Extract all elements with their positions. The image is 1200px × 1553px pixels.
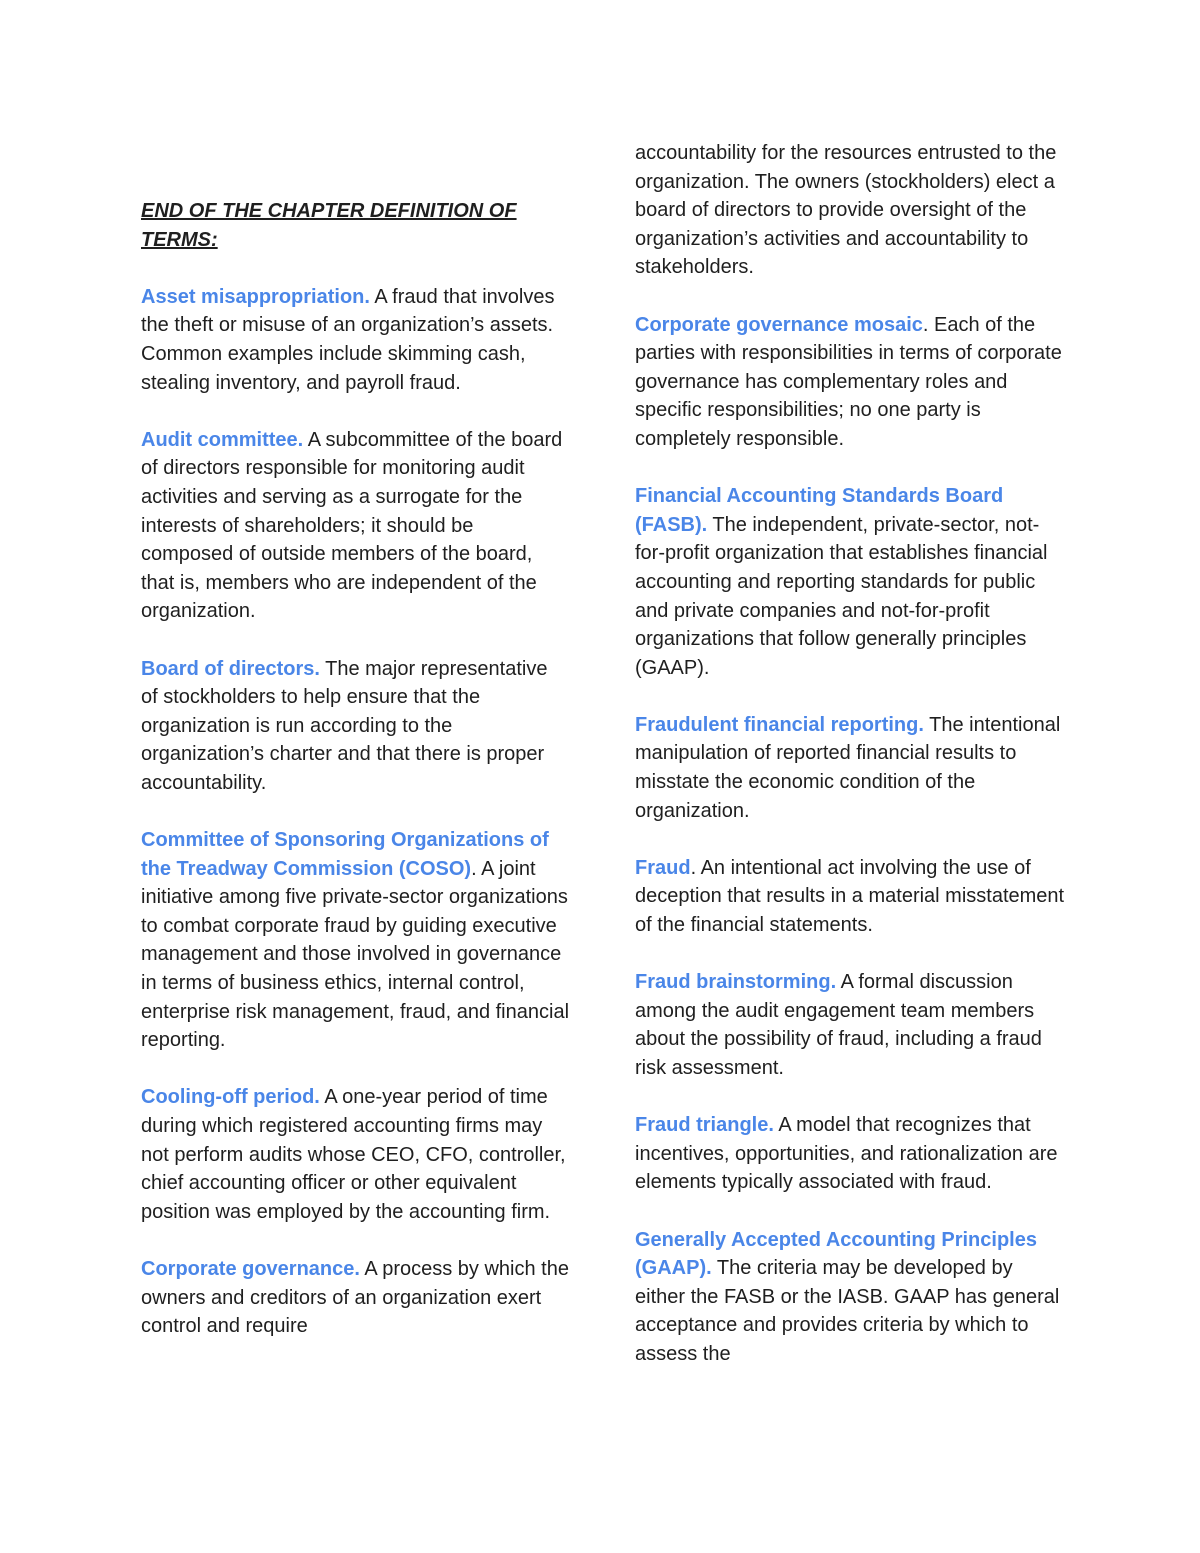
glossary-entry xyxy=(635,711,1065,825)
glossary-definition: The major representative of stockholders to help ensure that the organization is run according to the organization’s charter and that there is proper accountability. xyxy=(141,657,548,794)
glossary-entry xyxy=(141,283,569,397)
glossary-term: Fraud triangle. xyxy=(635,1114,774,1137)
glossary-definition: . An intentional act involving the use of deception that results in a material misstatement of the financial statements. xyxy=(635,856,1065,937)
glossary-term: Committee of Sponsoring Organizations of the Treadway Commission (COSO) xyxy=(141,829,549,880)
glossary-term: Generally Accepted Accounting Principles (GAAP). xyxy=(635,1228,1037,1280)
glossary-entry xyxy=(635,482,1065,682)
glossary-entry xyxy=(141,1083,569,1226)
glossary-entry xyxy=(141,826,569,1055)
glossary-term: Fraud brainstorming. xyxy=(635,971,837,994)
glossary-entry xyxy=(635,854,1065,940)
glossary-entry xyxy=(635,311,1065,454)
glossary-definition: The independent, private-sector, not-for-profit organization that establishes financial accounting and reporting standards for public and private companies and not-for-profit organizations that follow generally principles (GAAP). xyxy=(635,513,1048,679)
glossary-term: Fraud xyxy=(635,856,691,879)
glossary-definition: A subcommittee of the board of directors responsible for monitoring audit activities and serving as a surrogate for the interests of shareholders; it should be composed of outside members of the board, that is, members who are independent of the organization. xyxy=(141,428,563,623)
right-column xyxy=(635,139,1065,1397)
glossary-definition: A formal discussion among the audit engagement team members about the possibility of fraud, including a fraud risk assessment. xyxy=(635,971,1042,1079)
glossary-term: Financial Accounting Standards Board (FASB). xyxy=(635,485,1004,536)
glossary-definition: A fraud that involves the theft or misuse of an organization’s assets. Common examples include skimming cash, stealing inventory, and payroll fraud. xyxy=(141,285,555,394)
glossary-term: Fraudulent financial reporting. xyxy=(635,713,924,736)
glossary-entry xyxy=(141,1255,569,1341)
glossary-term: Audit committee. xyxy=(141,428,304,451)
glossary-definition: . Each of the parties with responsibilities in terms of corporate governance has complementary roles and specific responsibilities; no one party is completely responsible. xyxy=(635,313,1062,450)
glossary-term: Asset misappropriation. xyxy=(141,285,370,308)
glossary-term: Corporate governance mosaic xyxy=(635,313,923,336)
glossary-definition-continuation: accountability for the resources entrusted to the organization. The owners (stockholders) elect a board of directors to provide oversight of the organization’s activities and accountability to stakeholders. xyxy=(635,142,1057,279)
glossary-definition: A model that recognizes that incentives, opportunities, and rationalization are elements typically associated with fraud. xyxy=(635,1114,1058,1194)
glossary-entry xyxy=(141,655,569,798)
glossary-definition: The intentional manipulation of reported financial results to misstate the economic condition of the organization. xyxy=(635,713,1061,822)
glossary-term: Board of directors. xyxy=(141,657,320,680)
glossary-definition: . A joint initiative among five private-sector organizations to combat corporate fraud by guiding executive management and those involved in governance in terms of business ethics, internal control, enterprise risk management, fraud, and financial reporting. xyxy=(141,857,570,1052)
glossary-entry xyxy=(635,1111,1065,1197)
glossary-definition: A one-year period of time during which registered accounting firms may not perform audits whose CEO, CFO, controller, chief accounting officer or other equivalent position was employed by the accounting firm. xyxy=(141,1086,566,1223)
glossary-entry xyxy=(141,426,569,626)
section-heading: END OF THE CHAPTER DEFINITION OF TERMS: xyxy=(141,200,517,251)
glossary-entry xyxy=(635,1226,1065,1369)
glossary-term: Corporate governance. xyxy=(141,1257,360,1280)
glossary-term: Cooling-off period. xyxy=(141,1086,320,1109)
left-column xyxy=(141,197,569,1369)
glossary-entry xyxy=(635,968,1065,1082)
glossary-definition: The criteria may be developed by either the FASB or the IASB. GAAP has general acceptance and provides criteria by which to assess the xyxy=(635,1257,1060,1365)
glossary-definition: A process by which the owners and creditors of an organization exert control and require xyxy=(141,1257,569,1338)
